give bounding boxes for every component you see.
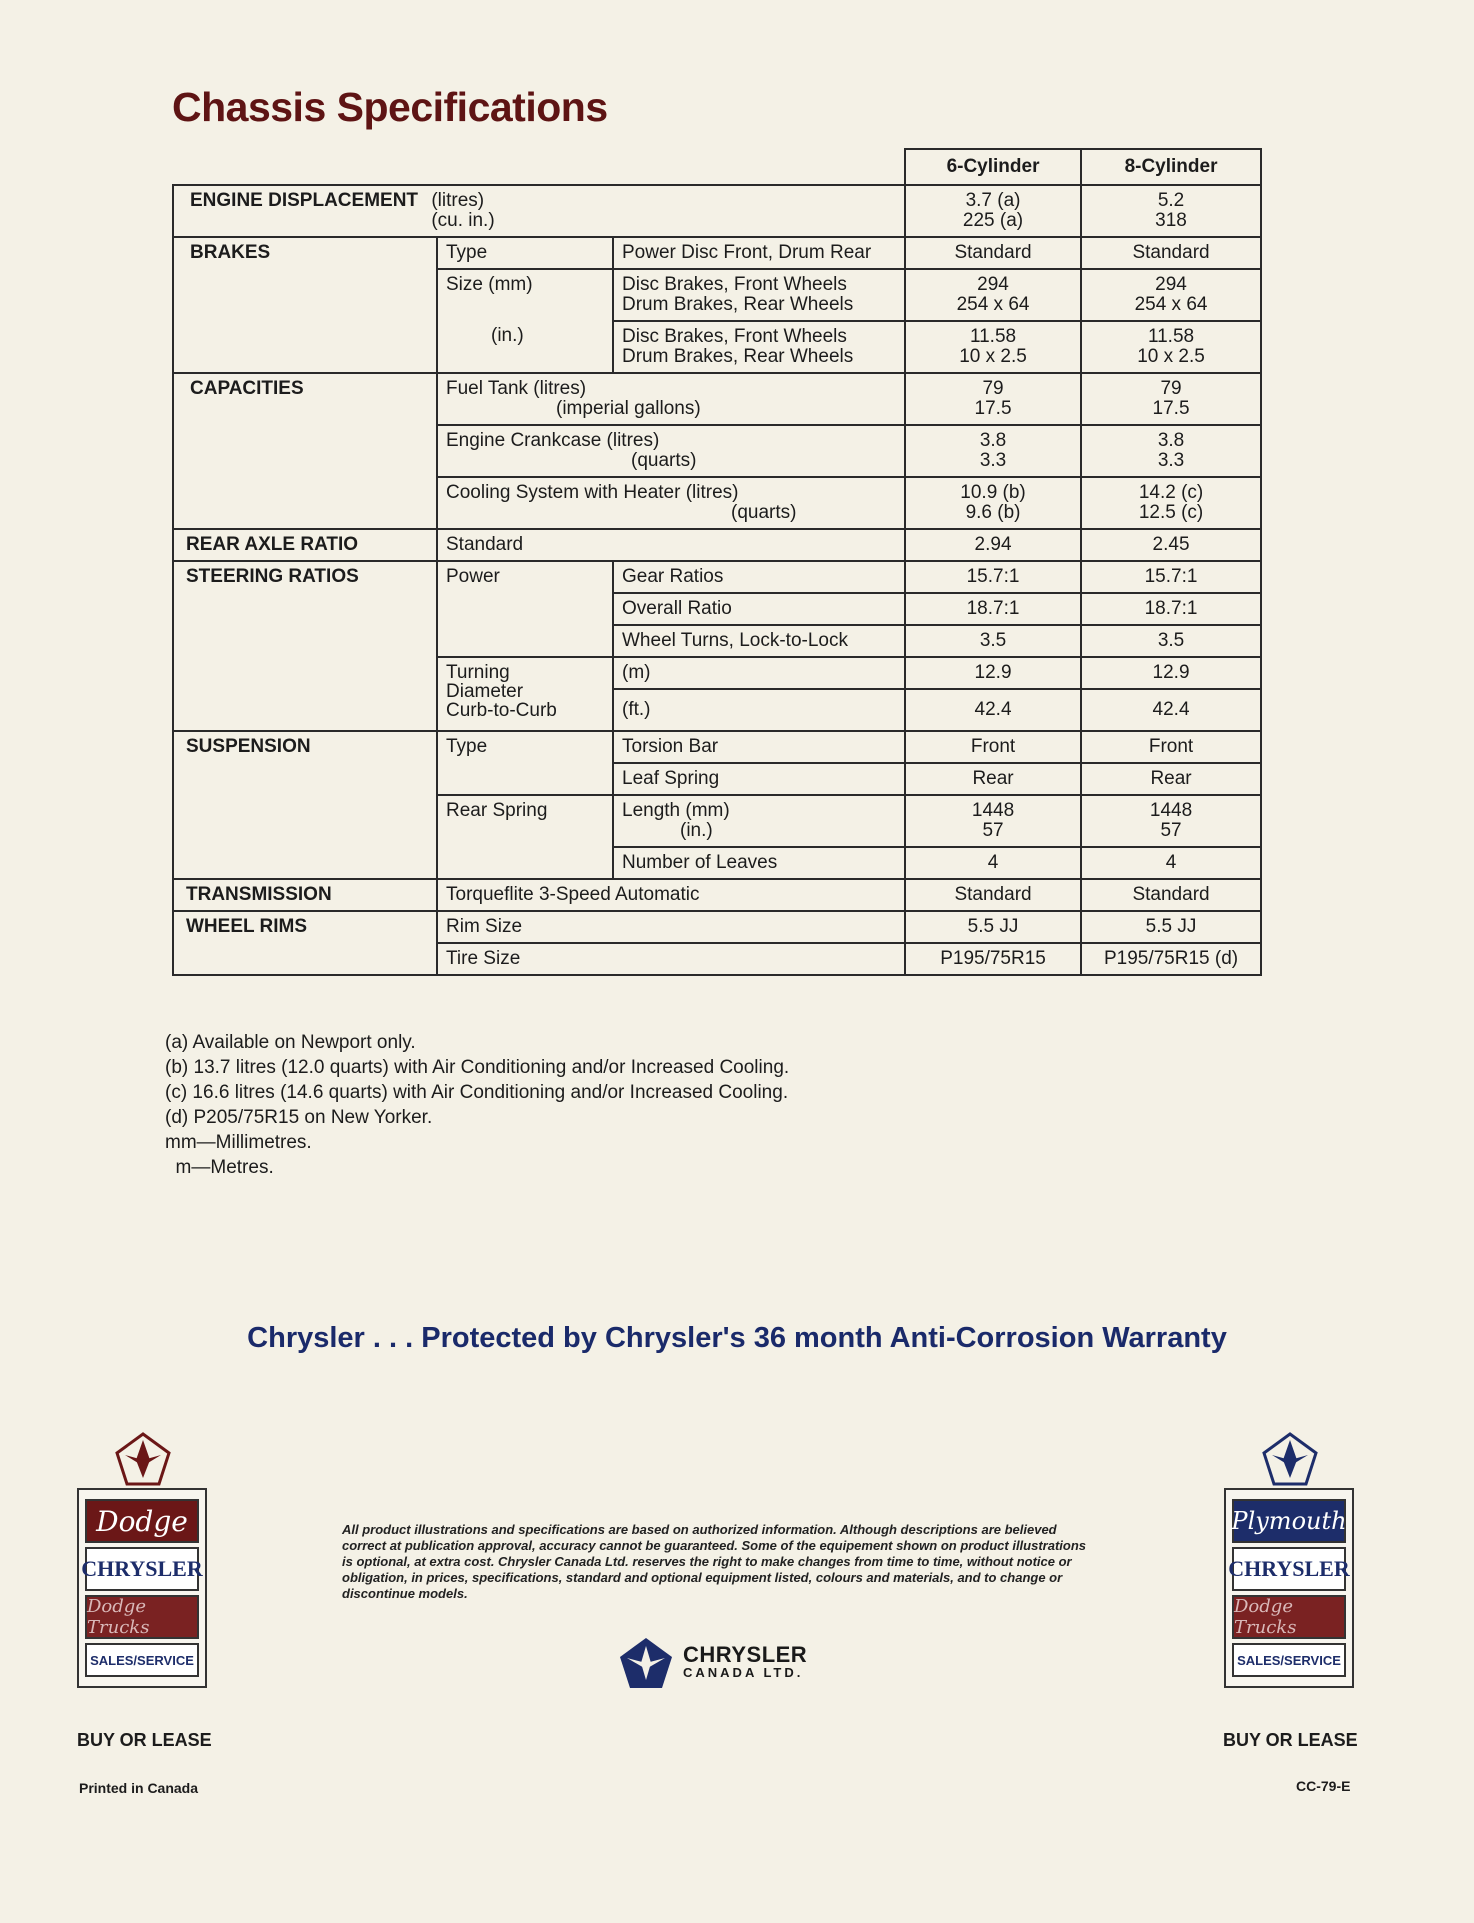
sales-service-panel: SALES/SERVICE xyxy=(85,1643,199,1677)
chrysler-canada-logo: CHRYSLER CANADA LTD. xyxy=(617,1636,807,1692)
pentastar-icon xyxy=(115,1432,171,1488)
catalog-code: CC-79-E xyxy=(1296,1778,1351,1794)
specs-table xyxy=(172,148,1262,976)
table-row: STEERING RATIOS Power Gear Ratios 15.7:1 15.7:1 xyxy=(173,561,1261,593)
pentastar-icon xyxy=(1262,1432,1318,1488)
table-row: Size (mm) Disc Brakes, Front Wheels Drum Brakes, Rear Wheels 294 254 x 64 294 254 x 64 xyxy=(173,269,1261,321)
plymouth-panel: Plymouth xyxy=(1232,1499,1346,1543)
col-6-cylinder: 6-Cylinder xyxy=(905,149,1081,185)
table-row: WHEEL RIMS Rim Size 5.5 JJ 5.5 JJ xyxy=(173,911,1261,943)
chrysler-panel: CHRYSLER xyxy=(85,1547,199,1591)
footnote: m—Metres. xyxy=(165,1157,274,1178)
engine-label: ENGINE DISPLACEMENT xyxy=(190,190,419,211)
footnote: (d) P205/75R15 on New Yorker. xyxy=(165,1107,433,1128)
footnote: (b) 13.7 litres (12.0 quarts) with Air Conditioning and/or Increased Cooling. xyxy=(165,1057,790,1078)
table-row: (in.) Disc Brakes, Front Wheels Drum Brakes, Rear Wheels 11.58 10 x 2.5 11.58 10 x 2.5 xyxy=(173,321,1261,373)
table-row: Turning Diameter Curb-to-Curb (m) 12.9 12.9 xyxy=(173,657,1261,689)
footnote: (c) 16.6 litres (14.6 quarts) with Air Conditioning and/or Increased Cooling. xyxy=(165,1082,789,1103)
dealer-sign-right xyxy=(1224,1488,1354,1688)
printed-in-canada: Printed in Canada xyxy=(79,1780,199,1796)
suspension-label: SUSPENSION xyxy=(186,736,311,757)
col-8-cylinder: 8-Cylinder xyxy=(1081,149,1261,185)
table-row: REAR AXLE RATIO Standard 2.94 2.45 xyxy=(173,529,1261,561)
table-row: Cooling System with Heater (litres) (quarts) 10.9 (b) 9.6 (b) 14.2 (c) 12.5 (c) xyxy=(173,477,1261,529)
footnote: mm—Millimetres. xyxy=(165,1132,312,1153)
table-row: Tire Size P195/75R15 P195/75R15 (d) xyxy=(173,943,1261,975)
transmission-label: TRANSMISSION xyxy=(186,884,332,905)
table-row: Engine Crankcase (litres) (quarts) 3.8 3.3 3.8 3.3 xyxy=(173,425,1261,477)
buy-or-lease-left: BUY OR LEASE xyxy=(77,1730,212,1750)
footnotes xyxy=(165,1030,789,1180)
sales-service-panel: SALES/SERVICE xyxy=(1232,1643,1346,1677)
warranty-banner: Chrysler . . . Protected by Chrysler's 36 month Anti-Corrosion Warranty xyxy=(247,1322,1227,1354)
table-row: Rear Spring Length (mm) (in.) 1448 57 1448 57 xyxy=(173,795,1261,847)
capacities-label: CAPACITIES xyxy=(190,378,304,399)
table-row: Overall Ratio 18.7:1 18.7:1 xyxy=(173,593,1261,625)
table-header-row xyxy=(173,149,1261,185)
table-row: ENGINE DISPLACEMENT (litres) (cu. in.) 3.7 (a) 225 (a) 5.2 318 xyxy=(173,185,1261,237)
footnote: (a) Available on Newport only. xyxy=(165,1032,416,1053)
pentastar-icon xyxy=(617,1636,675,1692)
table-row: CAPACITIES Fuel Tank (litres) (imperial gallons) 79 17.5 79 17.5 xyxy=(173,373,1261,425)
trucks-panel: Dodge Trucks xyxy=(85,1595,199,1639)
wheels-label: WHEEL RIMS xyxy=(186,916,308,937)
dealer-sign-left xyxy=(77,1488,207,1688)
table-row: Number of Leaves 4 4 xyxy=(173,847,1261,879)
table-row: (ft.) 42.4 42.4 xyxy=(173,689,1261,731)
dodge-panel: Dodge xyxy=(85,1499,199,1543)
trucks-panel: Dodge Trucks xyxy=(1232,1595,1346,1639)
table-row: Leaf Spring Rear Rear xyxy=(173,763,1261,795)
steering-label: STEERING RATIOS xyxy=(186,566,359,587)
brakes-label: BRAKES xyxy=(190,242,271,263)
chrysler-panel: CHRYSLER xyxy=(1232,1547,1346,1591)
table-row: TRANSMISSION Torqueflite 3-Speed Automatic Standard Standard xyxy=(173,879,1261,911)
table-row: Wheel Turns, Lock-to-Lock 3.5 3.5 xyxy=(173,625,1261,657)
table-row: BRAKES Type Power Disc Front, Drum Rear Standard Standard xyxy=(173,237,1261,269)
axle-label: REAR AXLE RATIO xyxy=(186,534,359,555)
page-title: Chassis Specifications xyxy=(172,84,608,130)
disclaimer-text: All product illustrations and specifications are based on authorized information. Although descriptions are believed correct at publication approval, accuracy cannot be guaranteed. Some of the equipement shown on product illustrations is optional, at extra cost. Chrysler Canada Ltd. reserves the right to make changes from time to time, without notice or obligation, in prices, specifications, standard and optional equipment listed, colours and materials, and to change or discontinue models. xyxy=(342,1522,1087,1601)
table-row: SUSPENSION Type Torsion Bar Front Front xyxy=(173,731,1261,763)
buy-or-lease-right: BUY OR LEASE xyxy=(1223,1730,1358,1750)
